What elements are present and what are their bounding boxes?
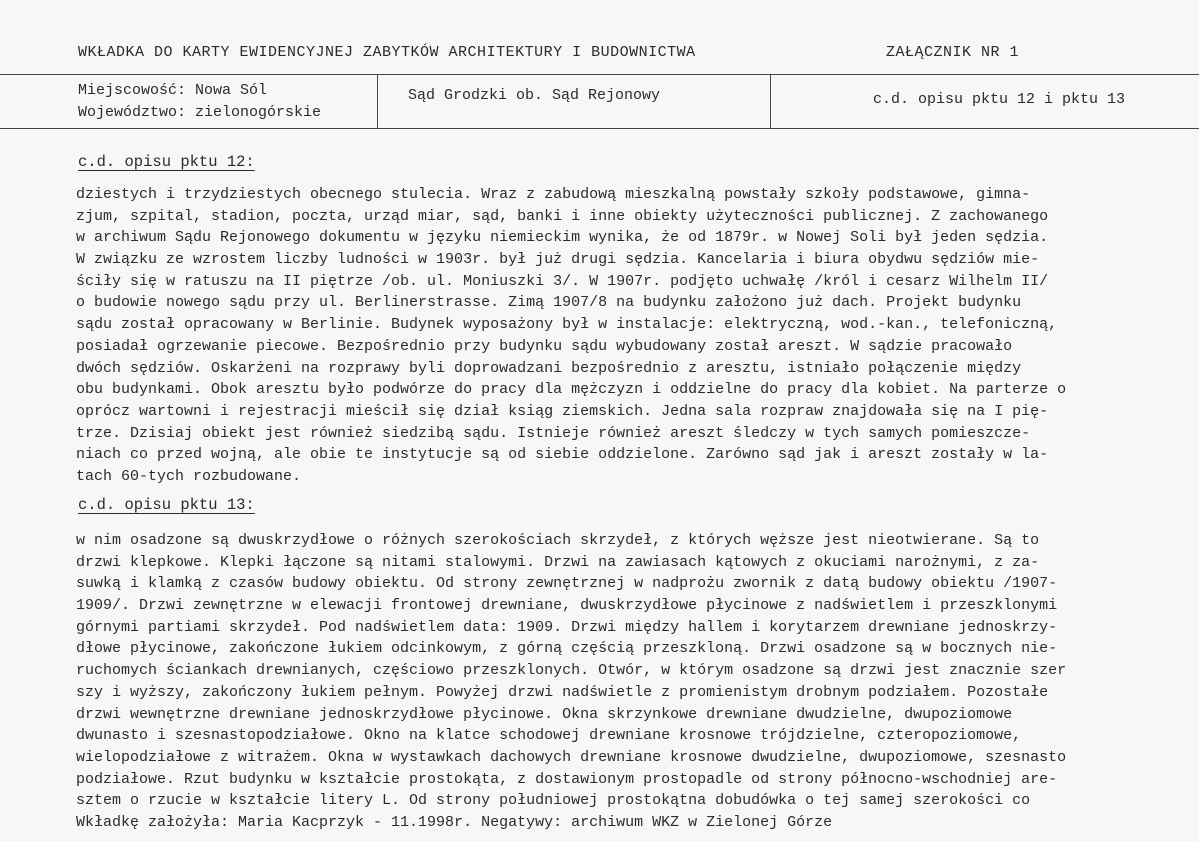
- text-line: szy i wyższy, zakończony łukiem pełnym. Powyżej drzwi nadświetle z promienistym drobnym podziałem. Pozostałe: [76, 683, 1049, 701]
- section-12-heading: c.d. opisu pktu 12:: [78, 153, 255, 171]
- text-line: posiadał ogrzewanie piecowe. Bezpośrednio przy budynku sądu wybudowany został areszt. W sądzie pracowało: [76, 337, 1013, 355]
- text-line: niach co przed wojną, ale obie te instytucje są od siebie oddzielone. Zarówno sąd jak i areszt zostały w la-: [76, 446, 1049, 464]
- text-line: tach 60-tych rozbudowane.: [76, 467, 302, 485]
- text-line: ściły się w ratuszu na II piętrze /ob. ul. Moniuszki 3/. W 1907r. podjęto uchwałę /król i cesarz Wilhelm II/: [76, 272, 1049, 290]
- text-line: dwunasto i szesnastopodziałowe. Okno na klatce schodowej drewniane krosnowe trójdzielne, czteropoziomowe,: [76, 727, 1022, 745]
- text-line: oprócz wartowni i rejestracji mieścił się dział ksiąg ziemskich. Jedna sala rozpraw znajdowała się na I pię-: [76, 402, 1049, 420]
- object-name: Sąd Grodzki ob. Sąd Rejonowy: [408, 87, 661, 104]
- text-line: drzwi wewnętrzne drewniane jednoskrzydłowe płycinowe. Okna skrzynkowe drewniane dwudzielne, dwupoziomowe: [76, 705, 1013, 723]
- text-line: górnymi partiami skrzydeł. Pod nadświetlem data: 1909. Drzwi między hallem i korytarzem drewniane jednoskrzy-: [76, 618, 1058, 636]
- header-rule-bottom: [0, 128, 1199, 129]
- text-line: drzwi klepkowe. Klepki łączone są nitami stalowymi. Drzwi na zawiasach kątowych z okuciami narożnymi, z za-: [76, 553, 1040, 571]
- text-line: obu budynkami. Obok aresztu było podwórze do pracy dla mężczyzn i oddzielne do pracy dla kobiet. Na parterze o: [76, 381, 1067, 399]
- section-13-text: [76, 530, 1066, 834]
- header-divider-left: [377, 74, 378, 128]
- text-line: ruchomych ściankach drewnianych, częściowo przeszklonych. Otwór, w którym osadzone są drzwi jest znacznie szer: [76, 662, 1067, 680]
- text-line: zjum, szpital, stadion, poczta, urząd miar, sąd, banki i inne obiekty użyteczności publicznej. Z zachowanego: [76, 207, 1049, 225]
- continuation-note: c.d. opisu pktu 12 i pktu 13: [873, 91, 1126, 108]
- text-line: podziałowe. Rzut budynku w kształcie prostokąta, z dostawionym prostopadle od strony północno-wschodniej are-: [76, 770, 1058, 788]
- header-rule-top: [0, 74, 1199, 75]
- text-line: suwką i klamką z czasów budowy obiektu. Od strony zewnętrznej w nadprożu zwornik z datą budowy obiektu /1907-: [76, 575, 1058, 593]
- text-line: w nim osadzone są dwuskrzydłowe o różnych szerokościach skrzydeł, z których węższe jest nieotwierane. Są to: [76, 532, 1040, 549]
- form-title: WKŁADKA DO KARTY EWIDENCYJNEJ ZABYTKÓW ARCHITEKTURY I BUDOWNICTWA: [78, 44, 696, 61]
- section-13-heading: c.d. opisu pktu 13:: [78, 496, 255, 514]
- annex-label: ZAŁĄCZNIK NR 1: [886, 44, 1020, 61]
- header-divider-right: [770, 74, 771, 128]
- voivodeship-field: Województwo: zielonogórskie: [78, 104, 322, 121]
- text-line: 1909/. Drzwi zewnętrzne w elewacji frontowej drewniane, dwuskrzydłowe płycinowe z nadświetlem i przeszklonymi: [76, 597, 1058, 615]
- text-line: sztem o rzucie w kształcie litery L. Od strony południowej prostokątna dobudówka o tej samej szerokości co: [76, 792, 1031, 810]
- text-line: o budowie nowego sądu przy ul. Berlinerstrasse. Zimą 1907/8 na budynku założono już dach. Projekt budynku: [76, 294, 1022, 312]
- section-12-text: [76, 184, 1066, 488]
- text-line: W związku ze wzrostem liczby ludności w 1903r. był już drugi sędzia. Kancelaria i biura obydwu sędziów mie-: [76, 251, 1040, 269]
- text-line: sądu został opracowany w Berlinie. Budynek wyposażony był w instalacje: elektryczną, wod.-kan., telefoniczną,: [76, 316, 1058, 334]
- text-line: dziestych i trzydziestych obecnego stulecia. Wraz z zabudową mieszkalną powstały szkoły podstawowe, gimna-: [76, 186, 1031, 203]
- text-line: w archiwum Sądu Rejonowego dokumentu w języku niemieckim wynika, że od 1879r. w Nowej Soli był jeden sędzia.: [76, 229, 1049, 247]
- locality-field: Miejscowość: Nowa Sól: [78, 82, 268, 99]
- text-line: dłowe płycinowe, zakończone łukiem odcinkowym, z górną częścią przeszkloną. Drzwi osadzone są w bocznych nie-: [76, 640, 1058, 658]
- text-line: trze. Dzisiaj obiekt jest również siedzibą sądu. Istnieje również areszt śledczy w tych samych pomieszcze-: [76, 424, 1031, 442]
- text-line: Wkładkę założyła: Maria Kacprzyk - 11.1998r. Negatywy: archiwum WKZ w Zielonej Górze: [76, 813, 833, 831]
- text-line: wielopodziałowe z witrażem. Okna w wystawkach dachowych drewniane krosnowe dwudzielne, dwupoziomowe, szesnasto: [76, 748, 1067, 766]
- text-line: dwóch sędziów. Oskarżeni na rozprawy byli doprowadzani bezpośrednio z aresztu, istniało połączenie między: [76, 359, 1022, 377]
